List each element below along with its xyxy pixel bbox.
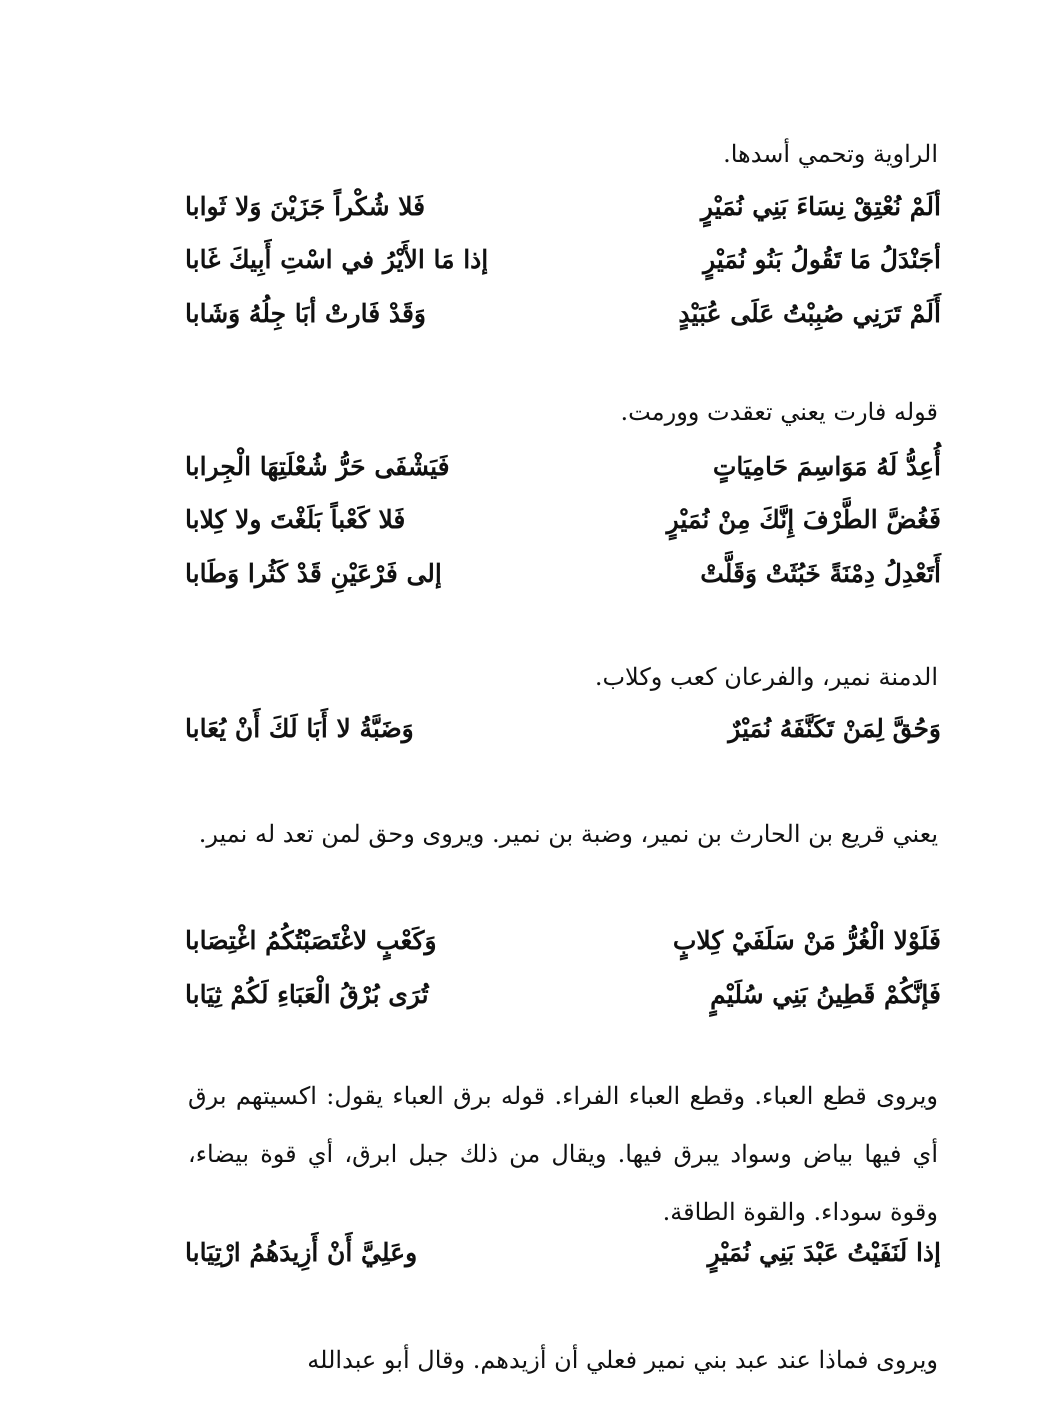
verse-second-hemistich: فَلا شُكْراً جَزَيْنَ وَلا ثَوابا bbox=[185, 191, 426, 221]
verse-line bbox=[185, 497, 941, 541]
verse-line bbox=[185, 972, 941, 1016]
prose-line: الراوية وتحمي أسدها. bbox=[723, 140, 938, 168]
verse-first-hemistich: أَلَمْ تَرَنِي صُبِبْتُ عَلَى عُبَيْدٍ bbox=[678, 298, 941, 328]
prose-paragraph: يعني قريع بن الحارث بن نمير، وضبة بن نمير. ويروى وحق لمن تعد له نمير. bbox=[198, 820, 938, 848]
verse-second-hemistich: وَكَعْبٍ لاغْتَصَبْتُكُمُ اغْتِصَابا bbox=[185, 925, 437, 955]
verse-line bbox=[185, 291, 941, 335]
verse-first-hemistich: فَغُضَّ الطَّرْفَ إِنَّكَ مِنْ نُمَيْرٍ bbox=[666, 504, 941, 534]
verse-first-hemistich: أجَنْدَلُ مَا تَقُولُ بَنُو نُمَيْرٍ bbox=[703, 244, 941, 274]
verse-second-hemistich: فَيَشْفَى حَرُّ شُعْلَتِهَا الْجِرابا bbox=[185, 451, 450, 481]
verse-second-hemistich: فَلا كَعْباً بَلَغْتَ ولا كِلابا bbox=[185, 504, 406, 534]
verse-line bbox=[185, 444, 941, 488]
prose-paragraph: ويروى قطع العباء. وقطع العباء الفراء. قوله برق العباء يقول: اكسيتهم برق أي فيها بياض وسواد يبرق فيها. ويقال من ذلك جبل ابرق، أي قوة بيضاء، وقوة سوداء. والقوة الطاقة. bbox=[188, 1082, 938, 1226]
verse-line bbox=[185, 706, 941, 750]
verse-first-hemistich: فَإنَّكُمْ قَطِينُ بَنِي سُلَيْمٍ bbox=[710, 979, 941, 1009]
prose-line: ويروى فماذا عند عبد بني نمير فعلي أن أزيدهم. وقال أبو عبدالله bbox=[307, 1346, 938, 1374]
prose-line: الدمنة نمير، والفرعان كعب وكلاب. bbox=[594, 663, 938, 691]
verse-second-hemistich: وعَلِيَّ أَنْ أَزِيدَهُمُ ارْتِيَابا bbox=[185, 1237, 418, 1267]
verse-first-hemistich: أَتَعْدِلُ دِمْنَةً خَبُثَتْ وَقَلَّتْ bbox=[700, 558, 941, 588]
verse-first-hemistich: فَلَوْلا الْغُرُّ مَنْ سَلَفَيْ كِلابٍ bbox=[672, 925, 941, 955]
verse-first-hemistich: إذا لَنَفَيْتُ عَبْدَ بَنِي نُمَيْرٍ bbox=[707, 1237, 941, 1267]
verse-second-hemistich: إذا مَا الأَيْرُ في اسْتِ أَبِيكَ غَابا bbox=[185, 244, 489, 274]
verse-line bbox=[185, 237, 941, 281]
verse-first-hemistich: أُعِدُّ لَهُ مَوَاسِمَ حَامِيَاتٍ bbox=[712, 451, 941, 481]
verse-second-hemistich: وَقَدْ فَارتْ أبَا جِلُهُ وَشَابا bbox=[185, 298, 427, 328]
prose-line: قوله فارت يعني تعقدت وورمت. bbox=[620, 398, 938, 426]
verse-line bbox=[185, 551, 941, 595]
verse-second-hemistich: وَضَبَّةُ لا أَبَا لَكَ أَنْ يُعَابا bbox=[185, 713, 414, 743]
verse-line bbox=[185, 184, 941, 228]
verse-second-hemistich: تُرَى بُرْقُ الْعَبَاءِ لَكُمْ ثِيَابا bbox=[185, 979, 429, 1009]
verse-first-hemistich: ألَمْ نُعْتِقْ نِسَاءَ بَنِي نُمَيْرٍ bbox=[700, 191, 941, 221]
verse-line bbox=[185, 918, 941, 962]
verse-line bbox=[185, 1230, 941, 1274]
verse-second-hemistich: إلى فَرْعَيْنِ قَدْ كَثُرا وَطَابا bbox=[185, 558, 442, 588]
verse-first-hemistich: وَحُقَّ لِمَنْ تَكَنَّفَهُ نُمَيْرٌ bbox=[728, 713, 941, 743]
